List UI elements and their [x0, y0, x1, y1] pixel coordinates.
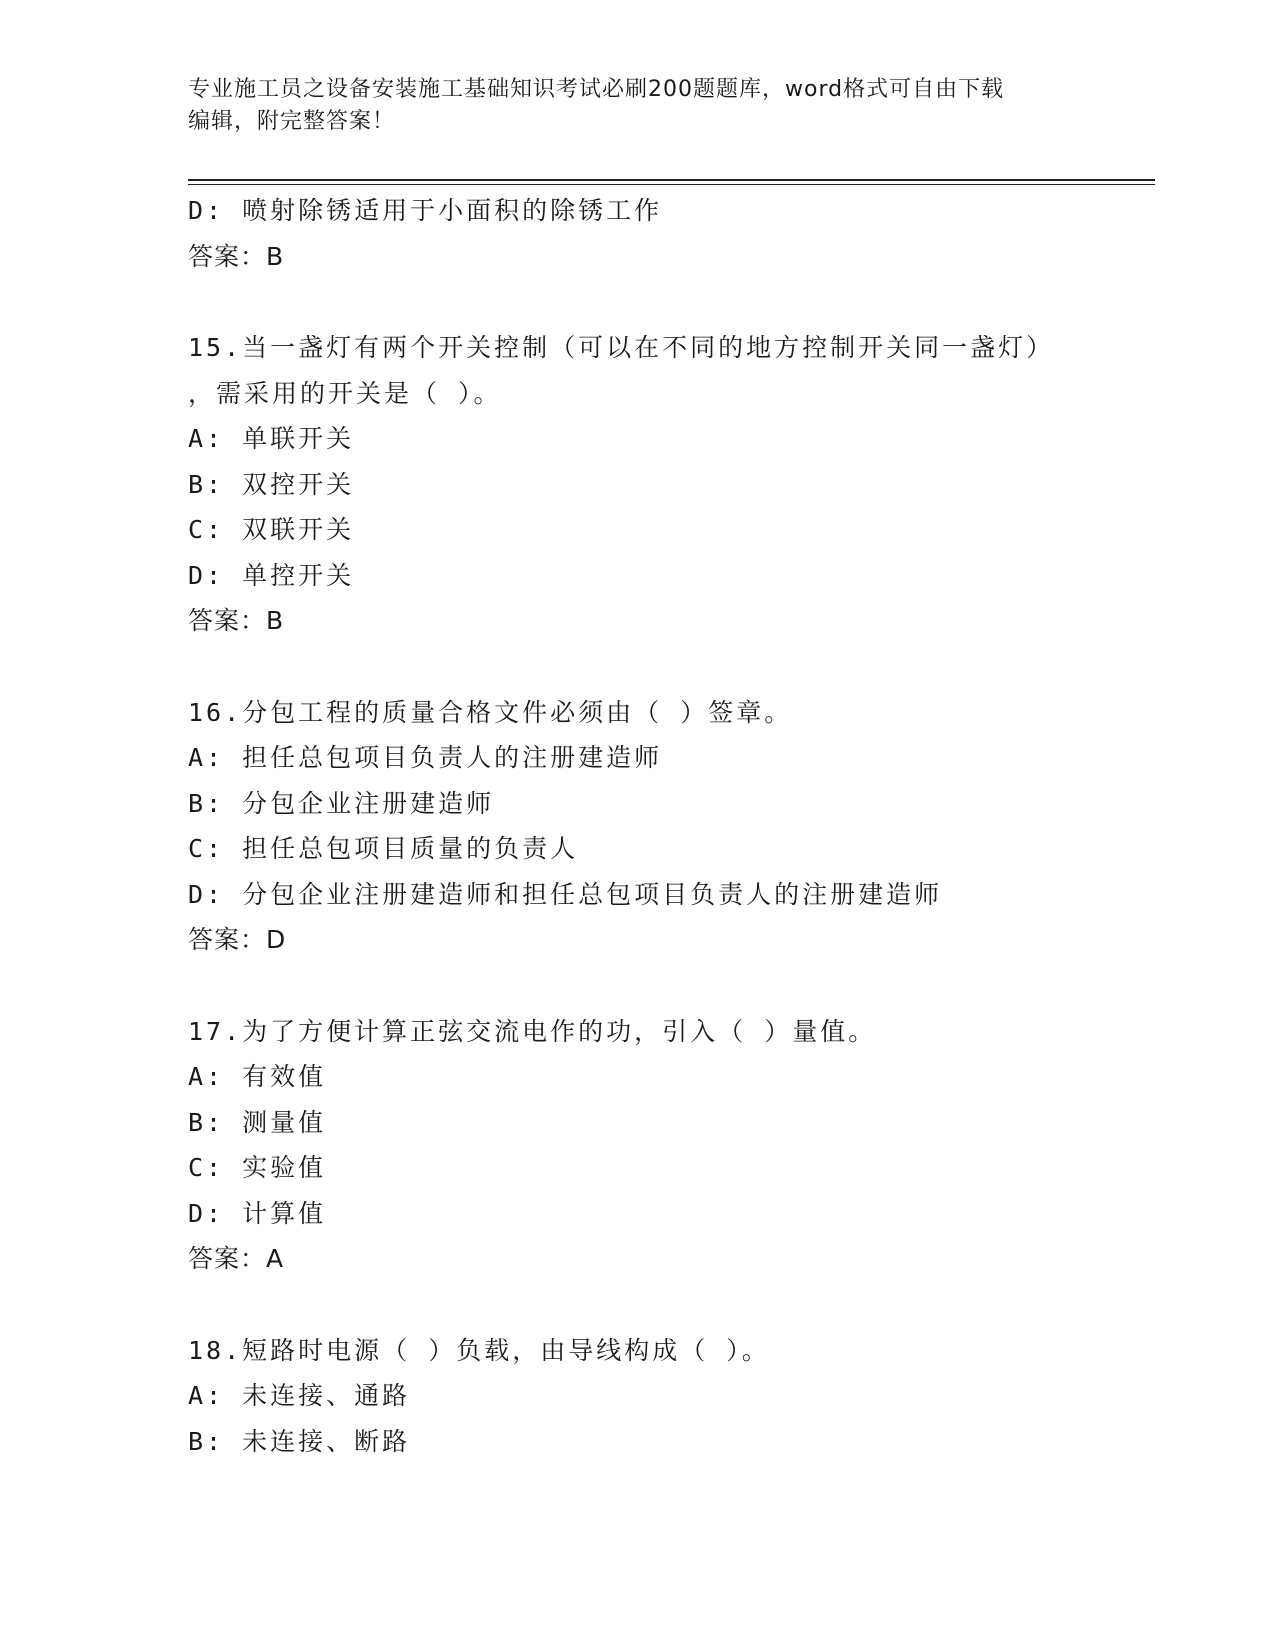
option-a: A: 有效值: [188, 1062, 327, 1091]
option-a: A: 单联开关: [188, 424, 355, 453]
option-d: D: 单控开关: [188, 560, 355, 590]
answer-line: 答案：D: [188, 925, 287, 954]
question-list: [188, 188, 1188, 1464]
question-stem: 16.分包工程的质量合格文件必须由（ ）签章。: [188, 697, 793, 727]
option-a: A: 未连接、通路: [188, 1381, 411, 1410]
option-a: A: 担任总包项目负责人的注册建造师: [188, 743, 663, 772]
question-stem: 15.当一盏灯有两个开关控制（可以在不同的地方控制开关同一盏灯）: [188, 333, 1055, 362]
question-18: [188, 1328, 1188, 1465]
question-stem: 18.短路时电源（ ）负载，由导线构成（ ）。: [188, 1335, 770, 1365]
question-17: [188, 1009, 1188, 1282]
header-title-line2: 编辑，附完整答案！: [188, 109, 396, 134]
header-title-line1: 专业施工员之设备安装施工基础知识考试必刷200题题库，word格式可自由下载: [188, 77, 1005, 102]
header-divider: [188, 179, 1155, 185]
option-d: D: 喷射除锈适用于小面积的除锈工作: [188, 196, 663, 225]
answer-line: 答案：A: [188, 1244, 285, 1273]
question-14-tail: [188, 188, 1188, 279]
option-b: B: 分包企业注册建造师: [188, 788, 495, 818]
option-c: C: 双联开关: [188, 515, 355, 544]
question-stem: ，需采用的开关是（ ）。: [188, 378, 502, 408]
option-c: C: 实验值: [188, 1153, 327, 1182]
option-d: D: 计算值: [188, 1198, 327, 1228]
page-header: [188, 74, 1068, 138]
question-stem: 17.为了方便计算正弦交流电作的功，引入（ ）量值。: [188, 1016, 877, 1046]
answer-line: 答案：B: [188, 241, 285, 271]
option-c: C: 担任总包项目质量的负责人: [188, 834, 579, 863]
answer-line: 答案：B: [188, 606, 285, 635]
option-d: D: 分包企业注册建造师和担任总包项目负责人的注册建造师: [188, 879, 943, 909]
question-15: [188, 325, 1188, 644]
question-16: [188, 690, 1188, 963]
option-b: B: 未连接、断路: [188, 1426, 411, 1456]
option-b: B: 测量值: [188, 1107, 327, 1137]
option-b: B: 双控开关: [188, 469, 355, 499]
